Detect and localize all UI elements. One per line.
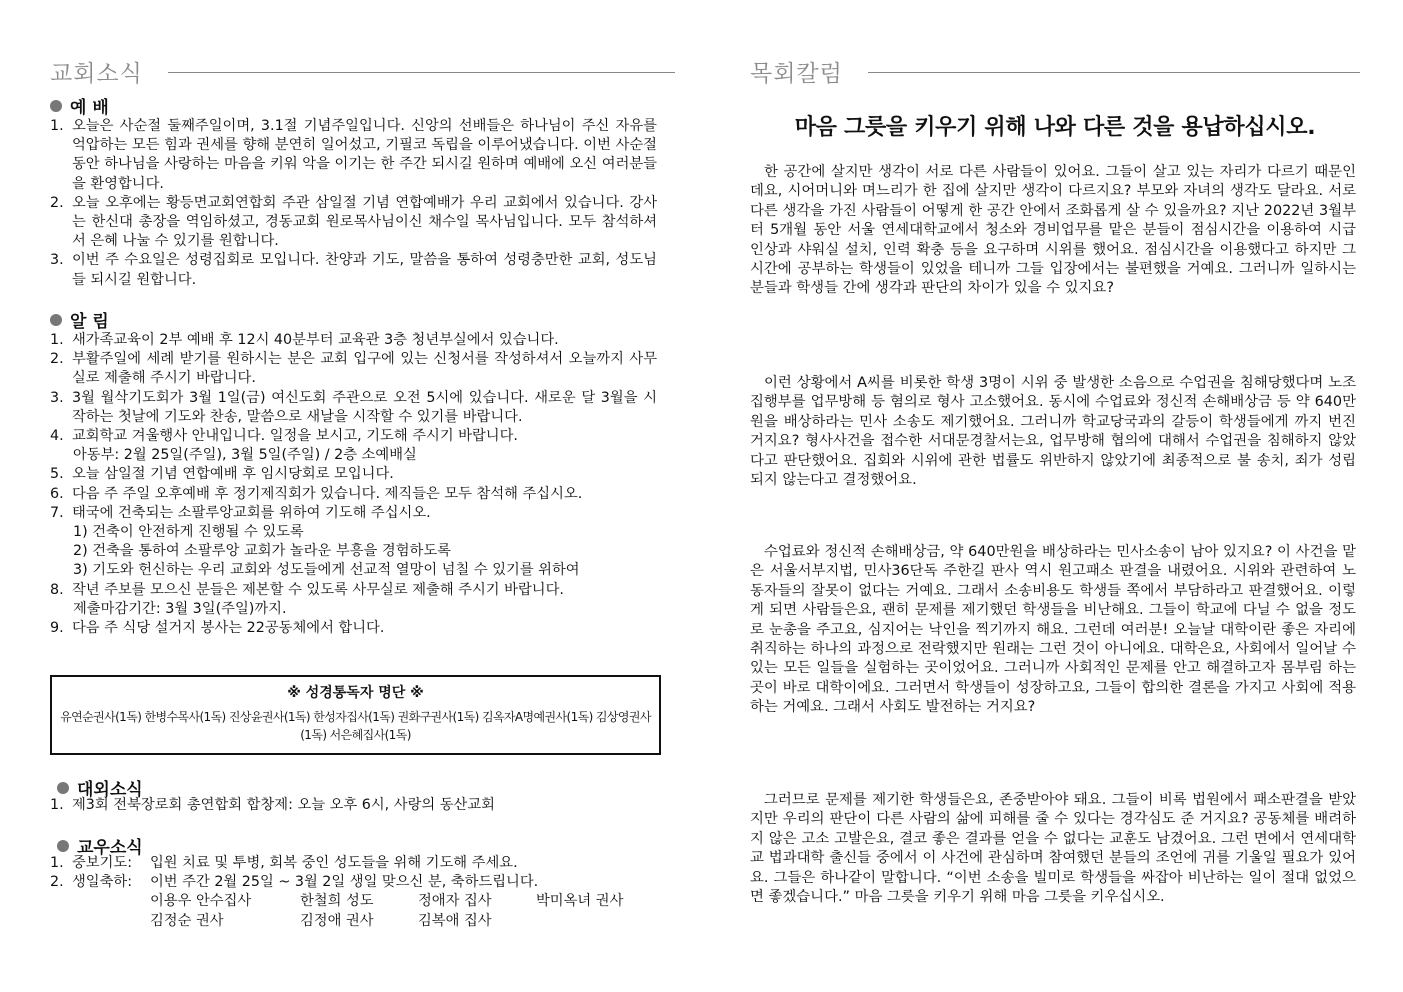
list-item: 1. 중보기도: 입원 치료 및 투병, 회복 중인 성도들을 위해 기도해 주세요. [50, 855, 518, 871]
list-item: 제출마감기간: 3월 3일(주일)까지. [73, 600, 287, 617]
members-heading: 교우소식 [57, 833, 143, 858]
notice-list [50, 331, 657, 638]
list-item: 1) 건축이 안전하게 진행될 수 있도록 [73, 524, 304, 541]
worship-list [50, 117, 657, 290]
notice-heading: 알 림 [50, 307, 109, 332]
list-item: 2. 생일축하: 이번 주간 2월 25일 ~ 3월 2일 생일 맞으신 분, 축하드립니다. [50, 874, 539, 891]
list-item: 1. 새가족교육이 2부 예배 후 12시 40분부터 교육관 3층 청년부실에서 있습니다. [50, 332, 559, 348]
list-item: 7. 태국에 건축되는 소팔루앙교회를 위하여 기도해 주십시오. [50, 504, 431, 521]
church-news-title: 교회소식 [50, 61, 143, 87]
bible-reading-box [50, 675, 661, 755]
external-list [50, 796, 657, 815]
bible-reading-title: ※ 성경통독자 명단 ※ [287, 685, 424, 701]
list-item: 8. 작년 주보를 모으신 분들은 제본할 수 있도록 사무실로 제출해 주시기 바랍니다. [50, 581, 564, 598]
list-item: 1. 오늘은 사순절 둘째주일이며, 3.1절 기념주일입니다. 신앙의 선배들은 하나님이 주신 자유를 억압하는 모든 힘과 권세를 향해 분연히 일어섰고, 기필코 독립을 이루어냈습니다. 이번 사순절 동안 하나님을 사랑하는 마음을 키워 악을 이기는 한 주간 되시길 원하며 예배에 오신 여러분들을 환영합니다. [50, 118, 657, 192]
column-paragraph: 그러므로 문제를 제기한 학생들은요, 존중받아야 돼요. 그들이 비록 법원에서 패소판결을 받았지만 우리의 판단이 다른 사람의 삶에 피해를 줄 수 있다는 경각심도 준 거지요? 공동체를 배려하지 않은 고소 고발은요, 결코 좋은 결과를 얻을 수 없다는 교훈도 남겼어요. 그런 면에서 연세대학교 법과대학 출신들 중에서 이 사건에 관심하며 참여했던 분들의 조언에 귀를 기울일 필요가 있어요. 그들은 하나같이 말합니다. “이번 소송을 빌미로 학생들을 싸잡아 비난하는 일이 절대 없었으면 좋겠습니다.” 마음 그릇을 키우기 위해 마음 그릇을 키우십시오. [750, 792, 1356, 906]
list-item: 1. 제3회 전북장로회 총연합회 합창제: 오늘 오후 6시, 사랑의 동산교회 [50, 797, 495, 813]
column-headline: 마음 그릇을 키우기 위해 나와 다른 것을 용납하십시오. [794, 115, 1316, 140]
birthday-names-row: 김정순 권사 김정애 권사 김복애 집사 [150, 912, 492, 929]
column-paragraph: 한 공간에 살지만 생각이 서로 다른 사람들이 있어요. 그들이 살고 있는 자리가 다르기 때문인데요, 시어머니와 며느리가 한 집에 살지만 생각이 다르지요? 부모와 자녀의 생각도 달라요. 서로 다른 생각을 가진 사람들이 어떻게 한 공간 안에서 조화롭게 살 수 있을까요? 지난 2022년 3월부터 5개월 동안 서울 연세대학교에서 청소와 경비업무를 맡은 분들이 점심시간을 이용하여 시급 인상과 샤워실 설치, 인력 확충 등을 요구하며 시위를 했어요. 점심시간을 이용했다고 하지만 그 시간에 공부하는 학생들이 있었을 테니까 그들 입장에서는 불편했을 거예요. 그러니까 일하시는 분들과 학생들 간에 생각과 판단의 차이가 있을 수 있지요? [750, 164, 1356, 297]
birthday-names-row: 이용우 안수집사 한철희 성도 정애자 집사 박미옥녀 권사 [150, 893, 624, 910]
bullet-dot-icon [57, 840, 69, 852]
list-item: 2) 건축을 통하여 소팔루앙 교회가 놀라운 부흥을 경험하도록 [73, 543, 451, 560]
list-item: 3. 이번 주 수요일은 성령집회로 모입니다. 찬양과 기도, 말씀을 통하여 성령충만한 교회, 성도님들 되시길 원합니다. [50, 252, 657, 288]
list-item: 6. 다음 주 주일 오후예배 후 정기제직회가 있습니다. 제직들은 모두 참석해 주십시오. [50, 485, 583, 502]
column-paragraph: 수업료와 정신적 손해배상금, 약 640만원을 배상하라는 민사소송이 남아 있지요? 이 사건을 맡은 서울서부지법, 민사36단독 주한길 판사 역시 원고패소 판결을 내렸어요. 시위와 관련하여 노동자들의 잘못이 없다는 거예요. 그래서 소송비용도 학생들 쪽에서 부담하라고 판결했어요. 이렇게 되면 사람들은요, 괜히 문제를 제기했던 학생들을 비난해요. 그들이 학교에 다닐 수 없을 정도로 눈총을 주고요, 심지어는 낙인을 찍기까지 해요. 그런데 여러분! 오늘날 대학이란 좋은 자리에 취직하는 하나의 과정으로 전락했지만 원래는 그런 것이 아니에요. 대학은요, 사회에서 일어날 수 있는 모든 일들을 실험하는 곳이었어요. 그러니까 사회적인 문제를 안고 해결하고자 몸부림 하는 곳이 바로 대학이에요. 그러면서 학생들이 성장하고요, 그들이 합의한 결론을 가지고 사회에 적용하는 거예요. 그래서 사회도 발전하는 거지요? [750, 544, 1356, 716]
bible-reading-names: 유연순권사(1독) 한병수목사(1독) 진상윤권사(1독) 한성자집사(1독) 권화구권사(1독) 김옥자A명예권사(1독) 김상영권사(1독) 서은혜집사(1독) [60, 710, 651, 742]
list-item: 2. 부활주일에 세례 받기를 원하시는 분은 교회 입구에 있는 신청서를 작성하셔서 오늘까지 사무실로 제출해 주시기 바랍니다. [50, 351, 657, 387]
external-heading: 대외소식 [57, 775, 143, 800]
list-item: 2. 오늘 오후에는 황등면교회연합회 주관 삼일절 기념 연합예배가 우리 교회에서 있습니다. 강사는 한신대 총장을 역임하셨고, 경동교회 원로목사님이신 채수일 목사님입니다. 모두 참석하셔서 은혜 나눌 수 있기를 원합니다. [50, 194, 657, 250]
bullet-dot-icon [50, 314, 62, 326]
list-item: 아동부: 2월 25일(주일), 3월 5일(주일) / 2층 소예배실 [73, 447, 417, 464]
list-item: 3. 3월 월삭기도회가 3월 1일(금) 여신도회 주관으로 오전 5시에 있습니다. 새로운 달 3월을 시작하는 첫날에 기도와 찬송, 말씀으로 새날을 시작할 수 있기를 바랍니다. [50, 389, 657, 425]
worship-heading: 예 배 [50, 93, 109, 118]
bullet-dot-icon [57, 782, 69, 794]
members-list [50, 854, 657, 931]
list-item: 5. 오늘 삼일절 기념 연합예배 후 임시당회로 모입니다. [50, 466, 394, 483]
pastor-column-title: 목회칼럼 [750, 61, 843, 87]
column-paragraph: 이런 상황에서 A씨를 비롯한 학생 3명이 시위 중 발생한 소음으로 수업권을 침해당했다며 노조 집행부를 업무방해 등 혐의로 형사 고소했어요. 동시에 수업료와 정신적 손해배상금 등 약 640만원을 배상하라는 민사 소송도 제기했어요. 그러니까 학교당국과의 갈등이 학생들에게 까지 번진 거지요? 형사사건을 접수한 서대문경찰서는요, 업무방해 협의에 대해서 수업권을 침해하지 않았다고 판단했어요. 집회와 시위에 관한 법률도 위반하지 않았기에 최종적으로 불 송치, 죄가 성립되지 않는다고 결정했어요. [750, 375, 1356, 489]
header-rule [168, 72, 675, 73]
list-item: 9. 다음 주 식당 설거지 봉사는 22공동체에서 합니다. [50, 620, 385, 637]
bullet-dot-icon [50, 100, 62, 112]
church-news-header [50, 55, 675, 85]
list-item: 4. 교회학교 겨울행사 안내입니다. 일정을 보시고, 기도해 주시기 바랍니다. [50, 428, 518, 445]
list-item: 3) 기도와 헌신하는 우리 교회와 성도들에게 선교적 열망이 넘칠 수 있기를 위하여 [73, 562, 580, 579]
header-rule [868, 72, 1360, 73]
pastor-column-header [750, 55, 1360, 85]
